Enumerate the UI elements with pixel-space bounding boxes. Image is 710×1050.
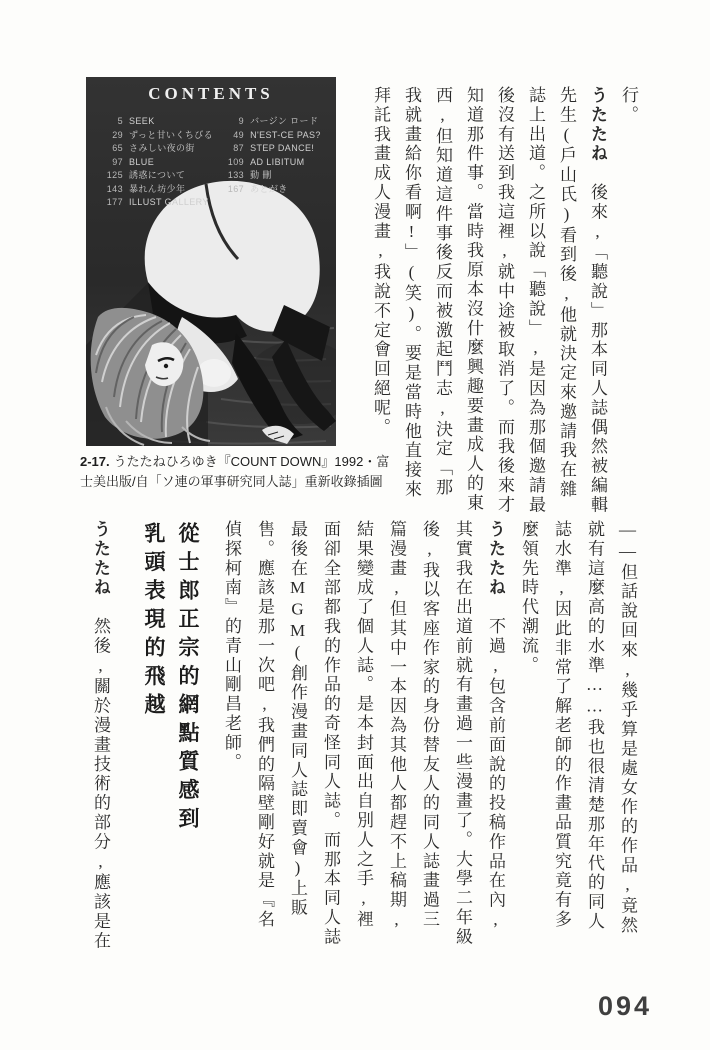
toc-page-number: 49 <box>233 129 245 140</box>
toc-title: STEP DANCE! <box>250 143 315 153</box>
interview-text-end <box>78 520 116 952</box>
toc-entry <box>104 156 213 170</box>
toc-title: あとがき <box>250 183 288 194</box>
speech-paragraph: うたたね 然後,關於漫畫技術的部分,應該是在 <box>91 520 110 951</box>
toc-page-number: 125 <box>106 170 123 180</box>
toc-entry <box>225 115 330 129</box>
speech-paragraph: うたたね 不過,包含前面說的投稿作品在內,其實我在出道前就有畫過一些漫畫了。大學二年級後,我以客座作家的身份替友人的同人誌畫過三篇漫畫,但其中一本因為其他人都趕不上稿期,結果變成了個人誌。是本封面出自別人之手,裡面卻全部都我的作品的奇怪同人誌。而那本同人誌最後在MGM(創作漫畫同人誌即賣會)上販售。應該是那一次吧,我們的隔壁剛好就是『名偵探柯南』的青山剛昌老師。 <box>222 520 505 947</box>
heading-line: 從士郎正宗的網點質感到 <box>176 522 200 836</box>
toc-title: ずっと甘いくちびる <box>129 129 214 140</box>
speaker-label: うたたね <box>91 520 110 598</box>
toc-entry <box>225 129 330 143</box>
toc-title: N'EST-CE PAS? <box>250 129 321 140</box>
toc-entry <box>104 142 213 156</box>
toc-title: SEEK <box>129 116 155 126</box>
toc-page-number: 143 <box>106 183 123 194</box>
speaker-label: うたたね <box>588 86 607 164</box>
toc-page-number: 65 <box>112 143 123 153</box>
caption-text: うたたねひろゆき『COUNT DOWN』1992・富士美出版/自「ソ連の軍事研究同人誌」重新收錄插圖 <box>80 454 390 489</box>
toc-page-number: 177 <box>106 197 123 207</box>
toc-page-number: 5 <box>117 116 123 126</box>
toc-entry <box>104 115 213 129</box>
toc-title: BLUE <box>129 156 155 167</box>
heading-line: 乳頭表現的飛越 <box>142 522 166 722</box>
contents-toc <box>104 115 330 210</box>
page-number: 094 <box>598 991 653 1021</box>
toc-page-number: 87 <box>233 143 245 153</box>
toc-entry <box>104 129 213 143</box>
toc-entry <box>104 169 213 183</box>
toc-column-left <box>104 115 213 210</box>
paragraph: 行。 <box>619 86 638 125</box>
toc-entry <box>225 156 330 170</box>
toc-title: ILLUST GALLERY <box>129 197 209 207</box>
toc-entry <box>104 196 213 210</box>
section-heading <box>133 522 205 862</box>
toc-page-number: 29 <box>112 129 123 140</box>
toc-page-number: 9 <box>238 116 245 126</box>
interview-text-top <box>344 86 644 516</box>
toc-entry <box>225 169 330 183</box>
toc-title: 誘惑について <box>129 170 186 180</box>
caption-label: 2-17. <box>80 454 110 469</box>
toc-title: 暴れん坊少年 <box>129 183 186 194</box>
toc-entry <box>225 142 330 156</box>
toc-page-number: 133 <box>227 170 245 180</box>
toc-title: AD LIBITUM <box>250 156 305 167</box>
interview-text-middle <box>206 520 644 948</box>
toc-title: バージン ロード <box>250 116 319 126</box>
speech-paragraph: うたたね 後來,「聽說」那本同人誌偶然被編輯先生(戶山氏)看到後,他就決定來邀請我在雜誌上出道。之所以說「聽說」,是因為那個邀請最後沒有送到我這裡,就中途被取消了。而我後來才知道那件事。當時我原本沒什麼興趣要畫成人的東西,但知道這件事後反而被激起鬥志,決定「那我就畫給你看啊!」(笑)。要是當時他直接來拜託我畫成人漫畫,我說不定會回絕呢。 <box>371 86 607 515</box>
toc-entry <box>104 183 213 197</box>
paragraph: ——但話說回來,幾乎算是處女作的作品,竟然就有這麼高的水準……我也很清楚那年代的同人誌水準,因此非常了解老師的作畫品質究竟有多麼領先時代潮流。 <box>519 520 637 936</box>
toc-page-number: 109 <box>227 156 245 167</box>
toc-title: さみしい夜の街 <box>129 143 195 153</box>
contents-title: CONTENTS <box>148 84 274 103</box>
toc-column-right <box>225 115 330 210</box>
toc-page-number: 97 <box>112 156 123 167</box>
figure-illustration <box>86 77 336 446</box>
toc-title: 動 刪 <box>250 170 272 180</box>
speaker-label: うたたね <box>486 520 505 598</box>
toc-entry <box>225 183 330 197</box>
toc-page-number: 167 <box>227 183 245 194</box>
